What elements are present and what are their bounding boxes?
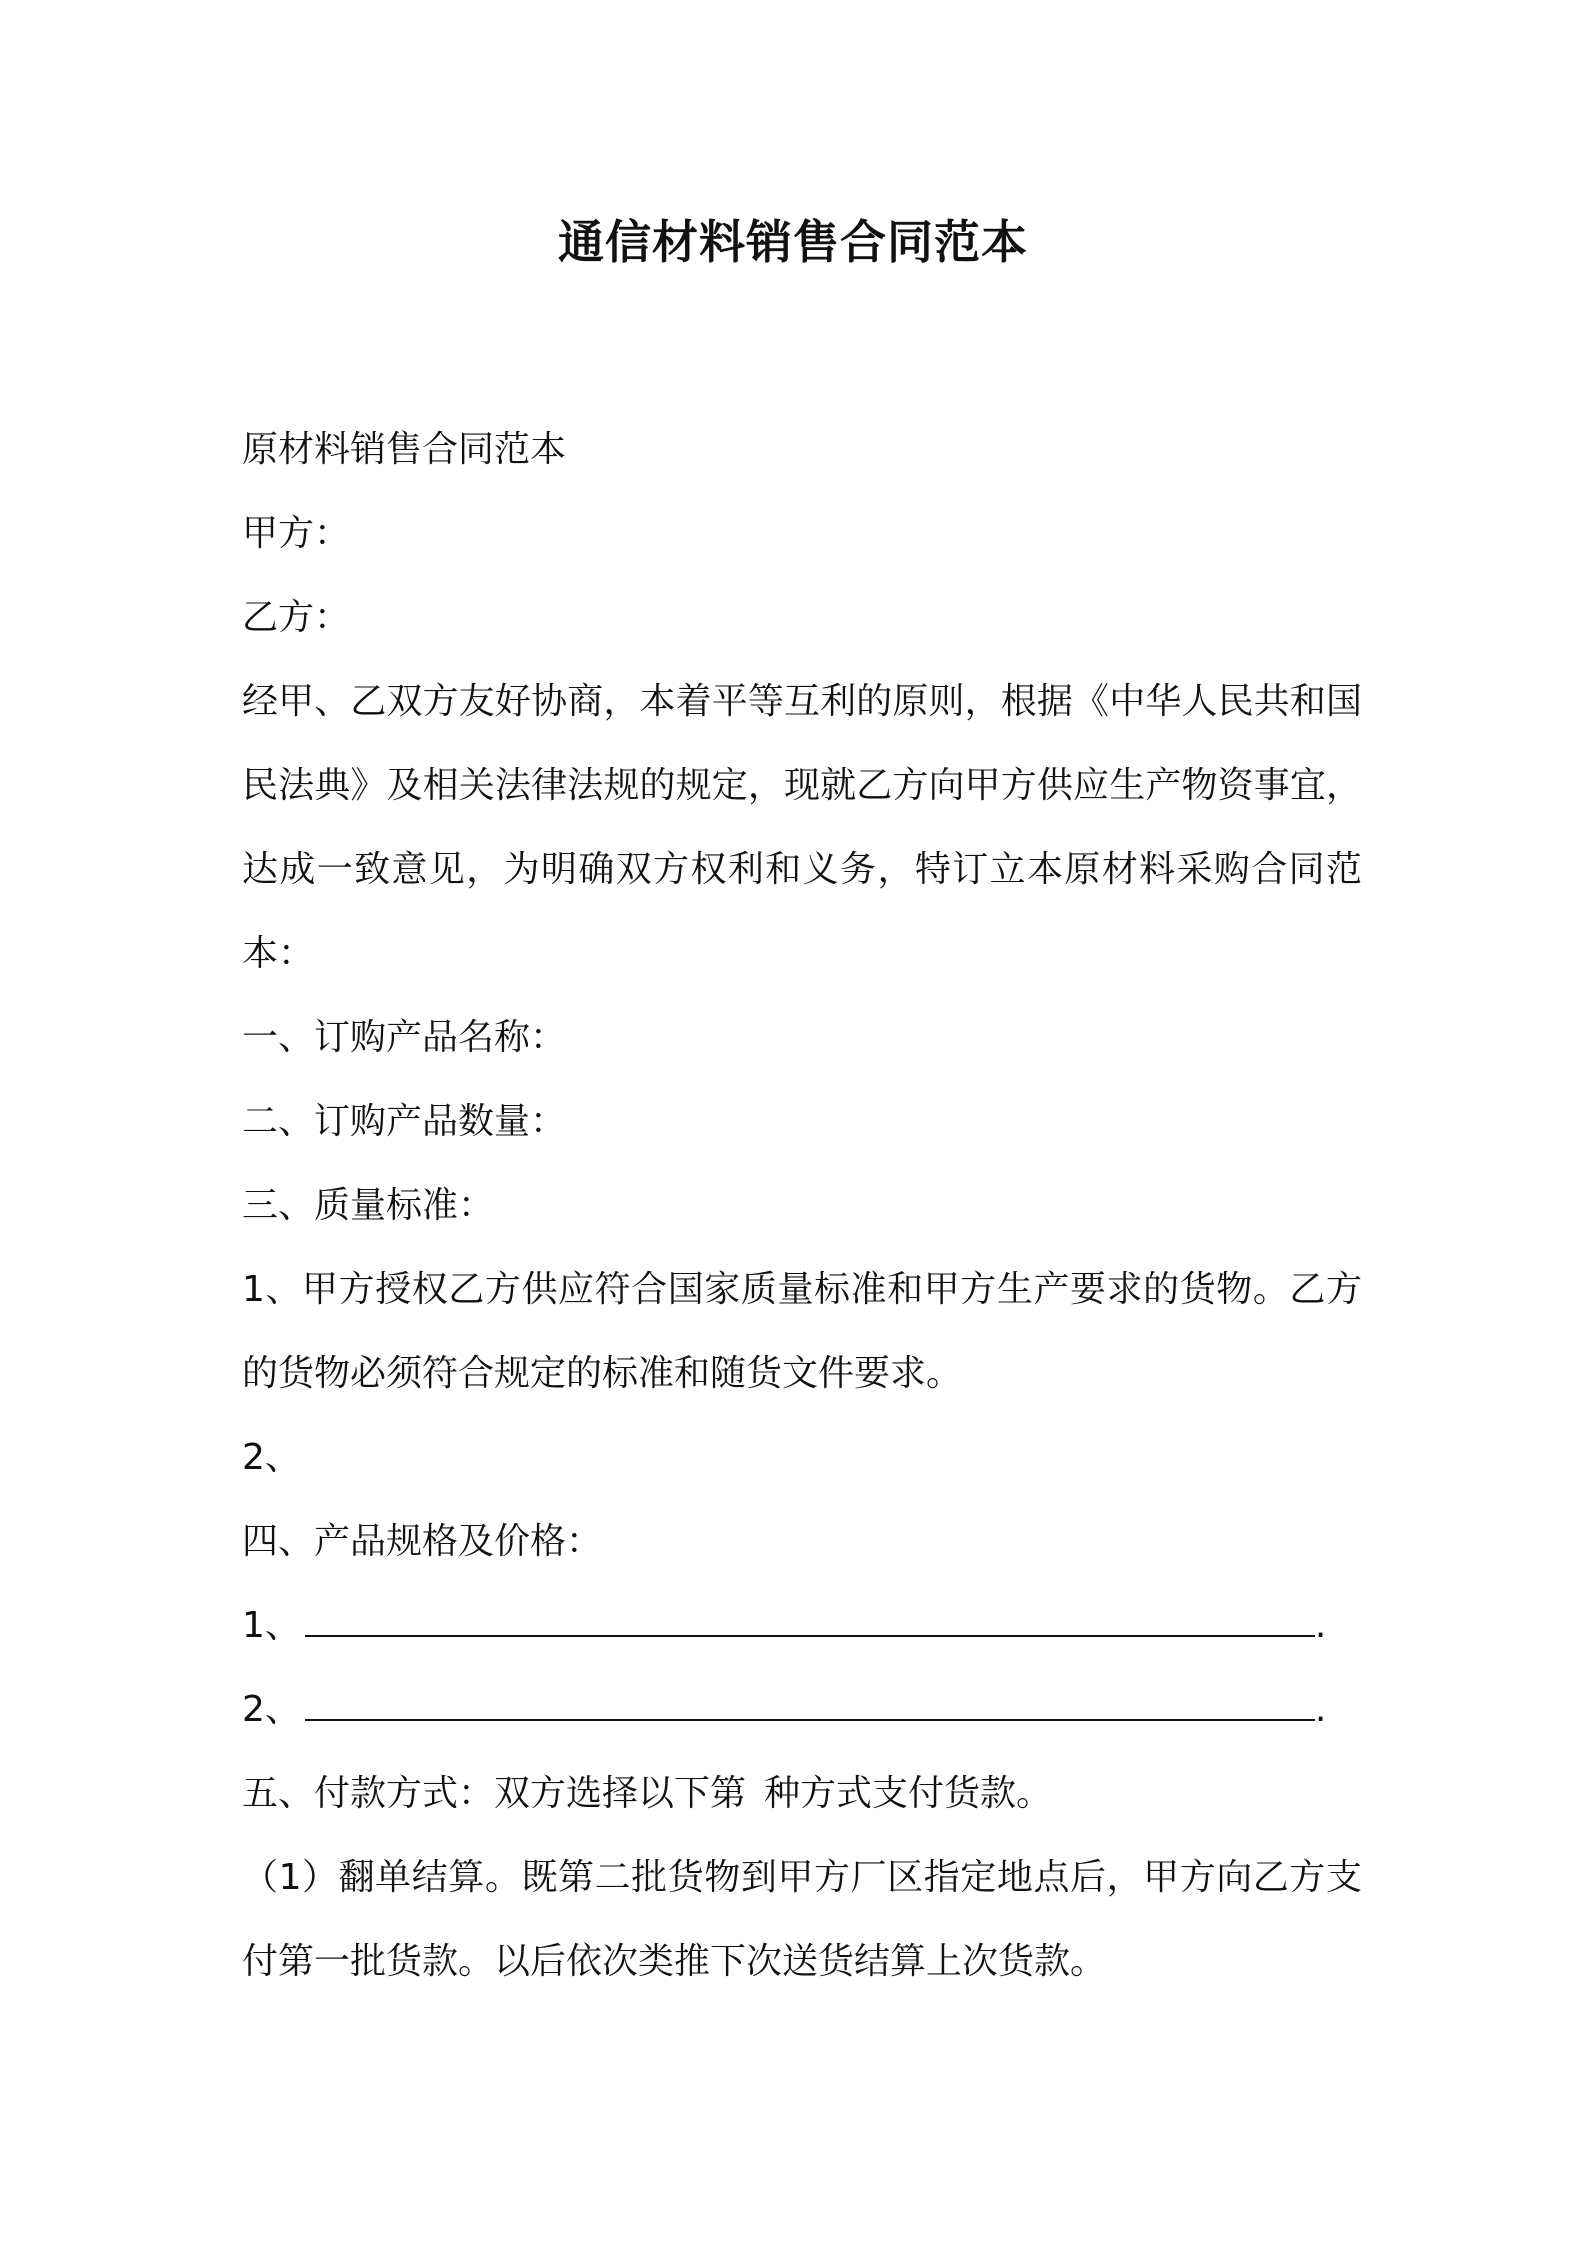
party-b-label: 乙方： bbox=[242, 597, 351, 638]
spec-line-1-prefix: 1、 bbox=[242, 1605, 301, 1646]
blank-underline-2 bbox=[305, 1679, 1315, 1721]
party-a-label: 甲方： bbox=[242, 513, 351, 554]
spec-line-1 bbox=[242, 1584, 1362, 1668]
payment-method-text-b: 种方式支付货款。 bbox=[764, 1773, 1053, 1814]
section-product-name: 一、订购产品名称： bbox=[242, 1017, 567, 1058]
section-payment-method bbox=[242, 1752, 1362, 1836]
section-quality-standard: 三、质量标准： bbox=[242, 1185, 495, 1226]
payment-clause-1: （1）翻单结算。既第二批货物到甲方厂区指定地点后，甲方向乙方支付第一批货款。以后依次类推下次送货结算上次货款。 bbox=[242, 1857, 1362, 1982]
spec-line-1-suffix: . bbox=[1314, 1605, 1327, 1646]
payment-method-text-a: 五、付款方式：双方选择以下第 bbox=[242, 1773, 747, 1814]
subtitle: 原材料销售合同范本 bbox=[242, 429, 567, 470]
blank-underline-1 bbox=[305, 1595, 1315, 1637]
spec-line-2-prefix: 2、 bbox=[242, 1689, 301, 1730]
document-title: 通信材料销售合同范本 bbox=[558, 215, 1028, 269]
quality-clause-1: 1、甲方授权乙方供应符合国家质量标准和甲方生产要求的货物。乙方的货物必须符合规定的标准和随货文件要求。 bbox=[242, 1269, 1362, 1394]
spec-line-2 bbox=[242, 1668, 1362, 1752]
section-product-quantity: 二、订购产品数量： bbox=[242, 1101, 567, 1142]
section-spec-price: 四、产品规格及价格： bbox=[242, 1521, 603, 1562]
preamble-paragraph: 经甲、乙双方友好协商，本着平等互利的原则，根据《中华人民共和国民法典》及相关法律法规的规定，现就乙方向甲方供应生产物资事宜，达成一致意见，为明确双方权利和义务，特订立本原材料采购合同范本： bbox=[242, 681, 1362, 974]
document-body bbox=[242, 408, 1362, 2004]
spec-line-2-suffix: . bbox=[1314, 1689, 1327, 1730]
quality-clause-2: 2、 bbox=[242, 1437, 301, 1478]
